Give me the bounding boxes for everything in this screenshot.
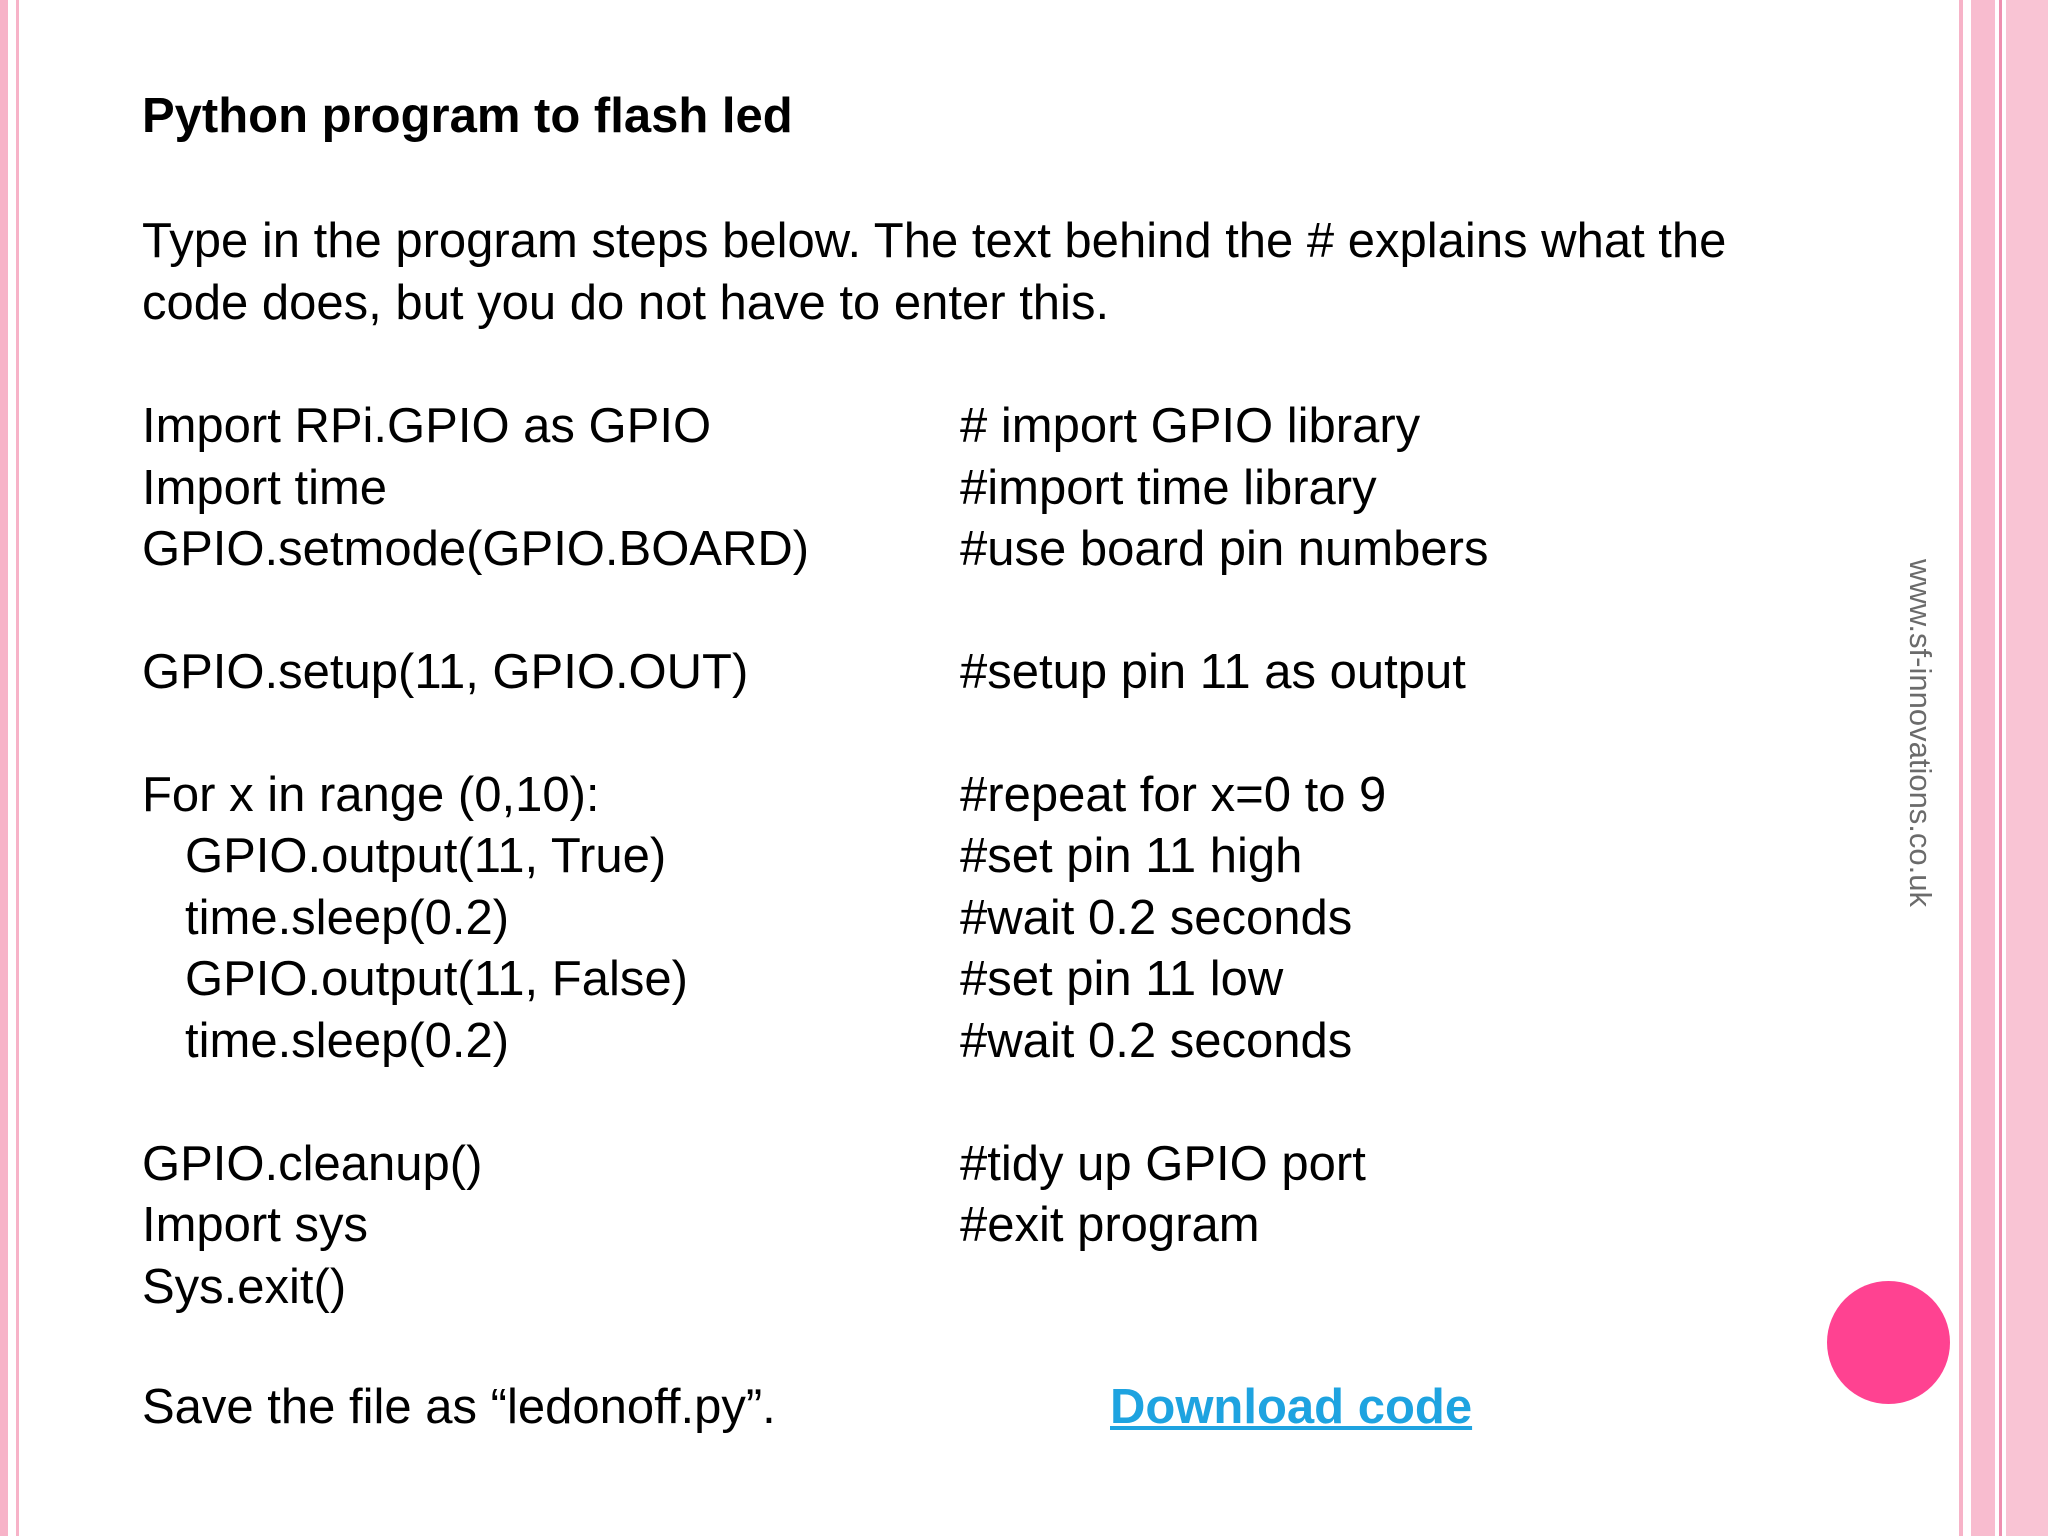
code-comment: #tidy up GPIO port: [960, 1137, 1366, 1191]
intro-text: [142, 210, 1842, 334]
code-line: For x in range (0,10):: [142, 768, 600, 822]
decorative-circle: [1827, 1281, 1950, 1404]
code-line: GPIO.setmode(GPIO.BOARD): [142, 522, 810, 576]
code-line: Sys.exit(): [142, 1260, 347, 1314]
right-border-line: [1959, 0, 1963, 1536]
code-comment: # import GPIO library: [960, 399, 1421, 453]
page-title: Python program to flash led: [142, 89, 793, 143]
code-comment: #set pin 11 high: [960, 829, 1303, 883]
code-line: time.sleep(0.2): [185, 1014, 510, 1068]
code-line: GPIO.setup(11, GPIO.OUT): [142, 645, 749, 699]
left-border-line: [16, 0, 19, 1536]
code-line: Import RPi.GPIO as GPIO: [142, 399, 712, 453]
code-comment: #exit program: [960, 1198, 1260, 1252]
side-url: www.sf-innovations.co.uk: [1903, 558, 1938, 908]
intro-line-2: code does, but you do not have to enter this.: [142, 276, 1110, 330]
code-line: GPIO.output(11, False): [185, 952, 688, 1006]
code-comment: #import time library: [960, 461, 1377, 515]
right-border-line-2: [1999, 0, 2002, 1536]
download-code-link[interactable]: Download code: [1110, 1380, 1473, 1434]
code-comment: #wait 0.2 seconds: [960, 891, 1353, 945]
code-comment: #setup pin 11 as output: [960, 645, 1466, 699]
code-comment: #use board pin numbers: [960, 522, 1489, 576]
code-line: Import sys: [142, 1198, 368, 1252]
save-instruction: Save the file as “ledonoff.py”.: [142, 1380, 776, 1434]
left-border-stripe: [0, 0, 8, 1536]
code-line: time.sleep(0.2): [185, 891, 510, 945]
code-comment: #wait 0.2 seconds: [960, 1014, 1353, 1068]
right-border-band: [1971, 0, 1995, 1536]
right-border-band-2: [2006, 0, 2048, 1536]
code-comment: #repeat for x=0 to 9: [960, 768, 1387, 822]
intro-line-1: Type in the program steps below. The text behind the # explains what the: [142, 214, 1727, 268]
code-line: Import time: [142, 461, 388, 515]
code-comment: #set pin 11 low: [960, 952, 1284, 1006]
code-line: GPIO.cleanup(): [142, 1137, 483, 1191]
code-line: GPIO.output(11, True): [185, 829, 667, 883]
